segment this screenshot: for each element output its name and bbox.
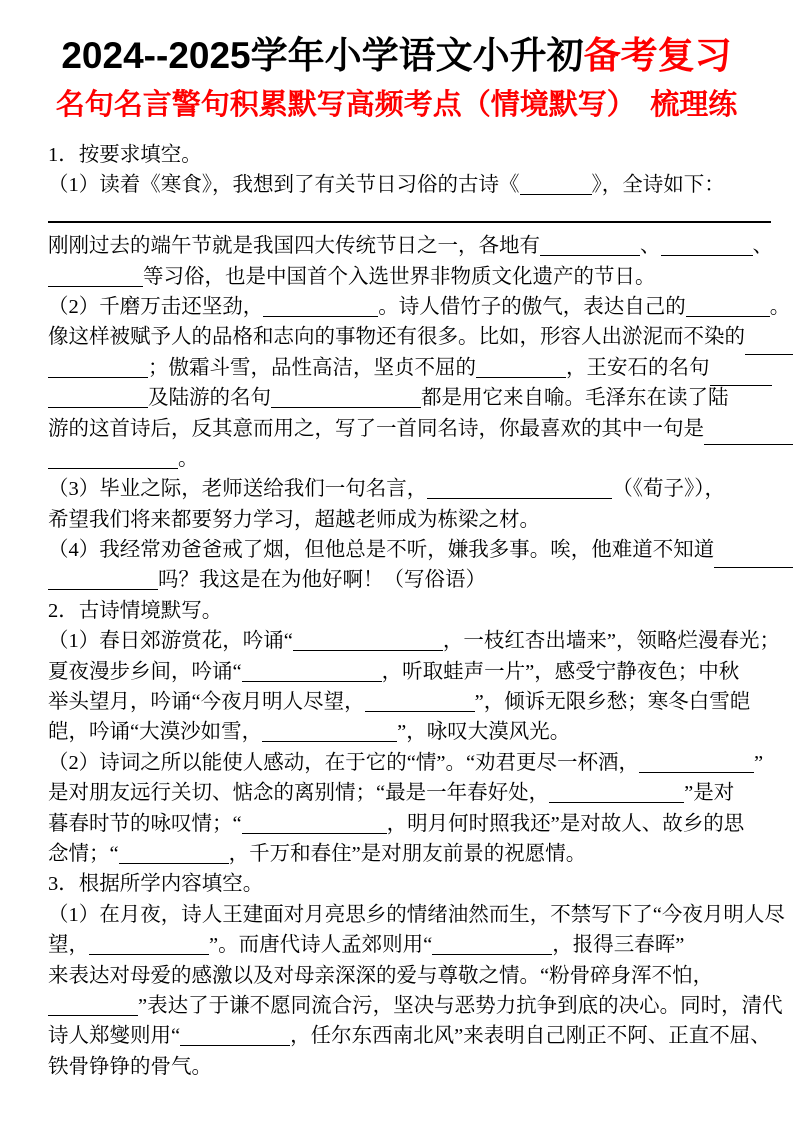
text-line bbox=[48, 991, 783, 1021]
page-subtitle: 名句名言警句积累默写高频考点（情境默写） 梳理练 bbox=[55, 89, 738, 121]
text-segment: 诗人郑燮则用“ bbox=[48, 1025, 181, 1048]
fill-in-blank bbox=[119, 860, 229, 864]
fill-in-blank bbox=[89, 951, 209, 955]
text-line bbox=[48, 930, 775, 960]
fill-in-blank bbox=[520, 191, 592, 195]
fill-in-blank bbox=[48, 465, 178, 469]
fill-in-blank bbox=[476, 374, 566, 378]
text-segment: 像这样被赋予人的品格和志向的事物还有很多。比如，形容人出淤泥而不染的 bbox=[48, 326, 745, 349]
fill-in-blank bbox=[48, 283, 143, 287]
text-segment: ” bbox=[754, 751, 764, 774]
text-line bbox=[48, 961, 775, 991]
text-line bbox=[48, 717, 775, 747]
text-segment: （2）诗词之所以能使人感动，在于它的“情”。“劝君更尽一杯酒， bbox=[48, 751, 640, 774]
text-segment: 2．古诗情境默写。 bbox=[48, 599, 223, 622]
fill-in-blank bbox=[48, 374, 148, 378]
fill-in-blank bbox=[549, 799, 684, 803]
text-segment: 1．按要求填空。 bbox=[48, 144, 202, 166]
fill-in-blank bbox=[432, 951, 552, 955]
text-line bbox=[48, 383, 775, 413]
text-line bbox=[48, 262, 775, 292]
fill-in-blank bbox=[263, 313, 378, 317]
text-line bbox=[48, 809, 775, 839]
text-segment: ，一枝红杏出墙来”，领略烂漫春光； bbox=[442, 630, 780, 653]
fill-in-blank bbox=[242, 678, 382, 682]
page-title bbox=[0, 0, 793, 82]
text-line bbox=[48, 1052, 775, 1082]
text-segment: 皑，吟诵“大漠沙如雪， bbox=[48, 721, 263, 744]
title-red-part: 备考复习 bbox=[583, 35, 732, 76]
text-segment: ，王安石的名句 bbox=[566, 356, 710, 379]
text-segment: ”表达了于谦不愿同流合污，坚决与恶势力抗争到底的决心。同时，清代 bbox=[138, 994, 783, 1017]
fill-in-blank bbox=[48, 1012, 138, 1016]
blank-writing-rule bbox=[48, 221, 771, 223]
text-segment: （1）在月夜，诗人王建面对月亮思乡的情绪油然而生，不禁写下了“今夜月明人尽 bbox=[48, 903, 785, 926]
text-segment: 3．根据所学内容填空。 bbox=[48, 873, 264, 896]
text-line bbox=[48, 748, 775, 778]
fill-in-blank bbox=[704, 441, 793, 445]
fill-in-blank bbox=[48, 586, 158, 590]
text-segment: ”，咏叹大漠风光。 bbox=[397, 721, 571, 744]
fill-in-blank bbox=[365, 708, 475, 712]
fill-in-blank bbox=[293, 647, 443, 651]
text-line bbox=[48, 1021, 775, 1051]
fill-in-blank bbox=[48, 404, 148, 408]
text-segment: ，任尔东西南北风”来表明自己刚正不阿、正直不屈、 bbox=[290, 1025, 771, 1048]
fill-in-blank bbox=[639, 769, 754, 773]
text-line bbox=[48, 687, 775, 717]
text-line bbox=[48, 444, 775, 474]
text-segment: （4）我经常劝爸爸戒了烟，但他总是不听，嫌我多事。唉，他难道不知道 bbox=[48, 539, 715, 562]
text-segment: （2）千磨万击还坚劲， bbox=[48, 295, 264, 318]
fill-in-blank bbox=[714, 564, 793, 568]
fill-in-blank bbox=[262, 738, 397, 742]
fill-in-blank bbox=[661, 252, 753, 256]
text-segment: ，千万和春住”是对朋友前景的祝愿情。 bbox=[228, 842, 587, 865]
text-segment: ”是对 bbox=[684, 782, 735, 805]
text-segment: ，听取蛙声一片”，感受宁静夜色；中秋 bbox=[381, 660, 740, 683]
text-line bbox=[48, 170, 775, 200]
text-line bbox=[48, 778, 775, 808]
fill-in-blank bbox=[427, 495, 612, 499]
fill-in-blank bbox=[271, 404, 421, 408]
text-segment: 刚刚过去的端午节就是我国四大传统节日之一，各地有 bbox=[48, 235, 540, 258]
text-segment: ，报得三春晖” bbox=[552, 934, 685, 957]
text-segment: 、 bbox=[752, 235, 773, 258]
text-segment: 、 bbox=[640, 235, 661, 258]
text-segment: 望， bbox=[48, 934, 89, 957]
text-line bbox=[48, 626, 780, 656]
text-line bbox=[48, 535, 775, 565]
text-segment: （《荀子》）， bbox=[612, 478, 725, 501]
fill-in-blank bbox=[180, 1042, 290, 1046]
writing-line-row bbox=[48, 201, 775, 231]
text-line bbox=[48, 657, 775, 687]
text-segment: 吗？我这是在为他好啊！（写俗语） bbox=[158, 569, 486, 592]
text-line bbox=[48, 140, 775, 170]
text-segment: ”。而唐代诗人孟郊则用“ bbox=[209, 934, 433, 957]
text-segment: 是对朋友远行关切、惦念的离别情；“最是一年春好处， bbox=[48, 782, 550, 805]
text-segment: 等习俗，也是中国首个入选世界非物质文化遗产的节日。 bbox=[143, 265, 656, 288]
text-segment: 。 bbox=[178, 447, 199, 470]
text-segment: 举头望月，吟诵“今夜月明人尽望， bbox=[48, 691, 365, 714]
text-segment: ，明月何时照我还”是对故人、故乡的思 bbox=[386, 812, 745, 835]
fill-in-blank bbox=[242, 830, 387, 834]
fill-in-blank bbox=[540, 252, 640, 256]
text-segment: 。诗人借竹子的傲气，表达自己的 bbox=[378, 295, 686, 318]
text-line bbox=[48, 322, 775, 352]
text-line bbox=[48, 353, 775, 383]
text-segment: 。 bbox=[769, 295, 791, 318]
text-segment: 游的这首诗后，反其意而用之，写了一首同名诗，你最喜欢的其中一句是 bbox=[48, 417, 704, 440]
worksheet-body bbox=[48, 140, 791, 1082]
text-segment: 铁骨铮铮的骨气。 bbox=[48, 1055, 212, 1078]
text-line bbox=[48, 292, 791, 322]
text-segment: 夏夜漫步乡间，吟诵“ bbox=[48, 660, 242, 683]
text-segment: 念情；“ bbox=[48, 842, 119, 865]
text-line bbox=[48, 900, 785, 930]
text-segment: 来表达对母爱的感激以及对母亲深深的爱与尊敬之情。“粉骨碎身浑不怕， bbox=[48, 964, 714, 987]
text-line bbox=[48, 414, 775, 444]
text-segment: 》，全诗如下： bbox=[591, 174, 725, 197]
text-segment: 都是用它来自喻。毛泽东在读了陆 bbox=[421, 387, 729, 410]
text-segment: （3）毕业之际，老师送给我们一句名言， bbox=[48, 478, 428, 501]
text-line bbox=[48, 565, 775, 595]
text-segment: 希望我们将来都要努力学习，超越老师成为栋梁之材。 bbox=[48, 508, 540, 531]
text-line bbox=[48, 869, 775, 899]
text-segment: 暮春时节的咏叹情；“ bbox=[48, 812, 242, 835]
text-segment: ；傲霜斗雪，品性高洁，坚贞不屈的 bbox=[148, 356, 476, 379]
text-line bbox=[48, 231, 775, 261]
fill-in-blank bbox=[686, 313, 770, 317]
text-segment: （1）春日郊游赏花，吟诵“ bbox=[48, 630, 293, 653]
text-line bbox=[48, 839, 775, 869]
text-segment: （1）读着《寒食》，我想到了有关节日习俗的古诗《 bbox=[48, 174, 520, 197]
text-line bbox=[48, 596, 775, 626]
title-black-part: 2024--2025学年小学语文小升初 bbox=[61, 35, 584, 76]
text-line bbox=[48, 505, 775, 535]
text-segment: ”，倾诉无限乡愁；寒冬白雪皑 bbox=[474, 691, 751, 714]
text-segment: 及陆游的名句 bbox=[148, 387, 271, 410]
text-line bbox=[48, 474, 775, 504]
